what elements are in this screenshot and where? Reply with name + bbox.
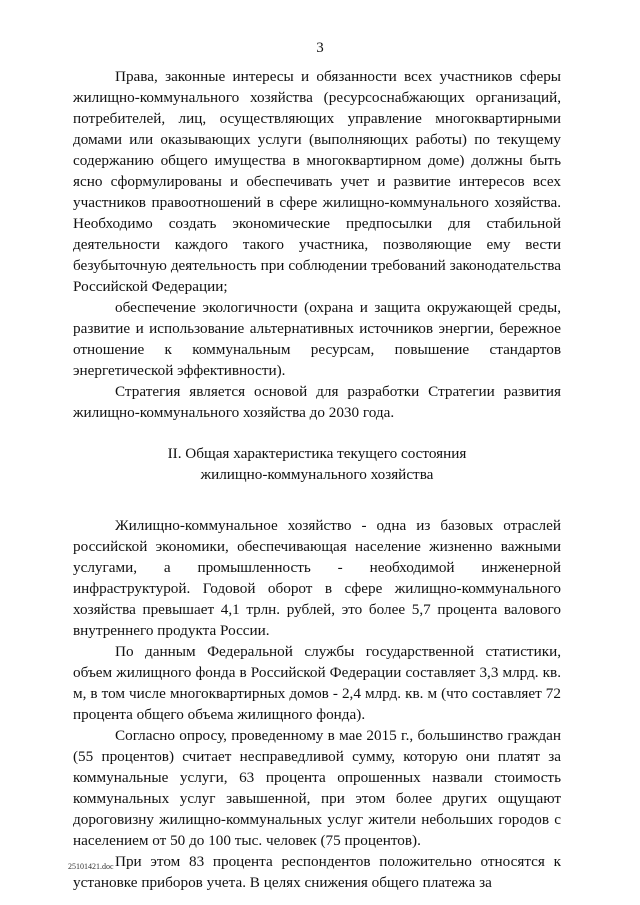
page-number: 3 bbox=[316, 40, 324, 56]
file-name-footer: 25101421.doc bbox=[68, 862, 114, 871]
paragraph: Согласно опросу, проведенному в мае 2015 г., большинство граждан (55 процентов) считает несправедливой сумму, которую они платят за коммунальные услуги, 63 процента опрошенных назвали стоимость коммунальных услуг завышенной, при этом более других ощущают дороговизну жилищно-коммунальных услуг жители небольших городов с населением от 50 до 100 тыс. человек (75 процентов). bbox=[73, 727, 561, 849]
paragraph: Стратегия является основой для разработки Стратегии развития жилищно-коммунального хозяйства до 2030 года. bbox=[73, 383, 561, 421]
section-heading-line: II. Общая характеристика текущего состояния bbox=[167, 445, 467, 462]
section-heading bbox=[73, 443, 561, 485]
document-body bbox=[73, 66, 561, 893]
paragraph: При этом 83 процента респондентов положительно относятся к установке приборов учета. В целях снижения общего платежа за bbox=[73, 853, 561, 891]
paragraph: обеспечение экологичности (охрана и защита окружающей среды, развитие и использование альтернативных источников энергии, бережное отношение к коммунальным ресурсам, повышение стандартов энергетической эффективности). bbox=[73, 299, 561, 379]
paragraph: По данным Федеральной службы государственной статистики, объем жилищного фонда в Российской Федерации составляет 3,3 млрд. кв. м, в том числе многоквартирных домов - 2,4 млрд. кв. м (что составляет 72 процента общего объема жилищного фонда). bbox=[73, 643, 561, 723]
paragraph: Жилищно-коммунальное хозяйство - одна из базовых отраслей российской экономики, обеспечивающая население жизненно важными услугами, а промышленность - необходимой инженерной инфраструктурой. Годовой оборот в сфере жилищно-коммунального хозяйства превышает 4,1 трлн. рублей, это более 5,7 процента валового внутреннего продукта России. bbox=[73, 517, 561, 639]
paragraph: Права, законные интересы и обязанности всех участников сферы жилищно-коммунального хозяйства (ресурсоснабжающих организаций, потребителей, лиц, осуществляющих управление многоквартирными домами или оказывающих услуги (выполняющих работы) по текущему содержанию общего имущества в многоквартирном доме) должны быть ясно сформулированы и обеспечивать учет и развитие интересов всех участников правоотношений в сфере жилищно-коммунального хозяйства. Необходимо создать экономические предпосылки для стабильной деятельности каждого такого участника, позволяющие ему вести безубыточную деятельность при соблюдении требований законодательства Российской Федерации; bbox=[73, 68, 561, 295]
section-heading-line: жилищно-коммунального хозяйства bbox=[200, 466, 434, 483]
